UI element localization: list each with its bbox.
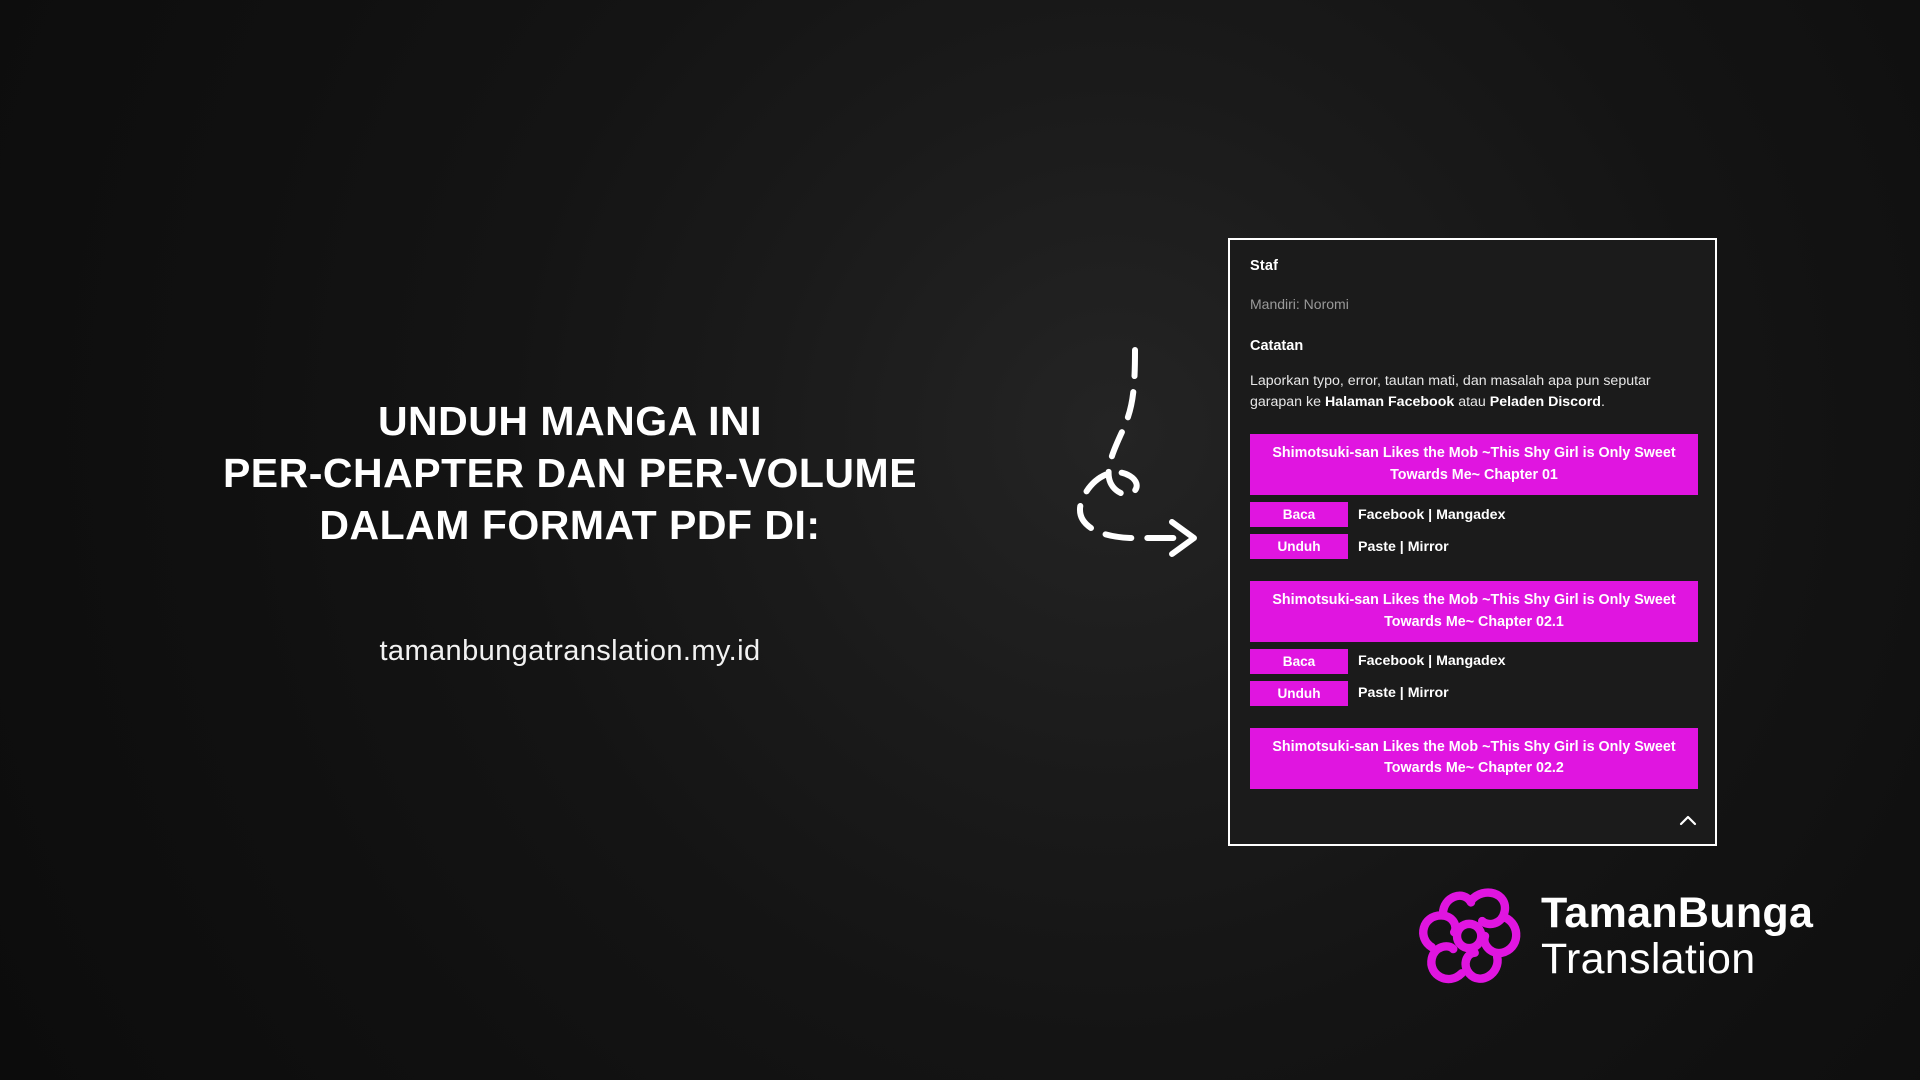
chapter-read-row bbox=[1250, 649, 1695, 674]
brand-line-1: TamanBunga bbox=[1541, 888, 1814, 937]
read-links[interactable]: Facebook | Mangadex bbox=[1358, 653, 1506, 670]
download-links[interactable]: Paste | Mirror bbox=[1358, 685, 1449, 702]
chapter-title[interactable]: Shimotsuki-san Likes the Mob ~This Shy Girl is Only Sweet Towards Me~ Chapter 02.1 bbox=[1250, 581, 1698, 642]
site-panel bbox=[1228, 238, 1717, 846]
headline-line-1: UNDUH MANGA INI bbox=[377, 398, 763, 444]
read-button[interactable]: Baca bbox=[1250, 649, 1348, 674]
download-links[interactable]: Paste | Mirror bbox=[1358, 538, 1449, 555]
note-heading: Catatan bbox=[1250, 338, 1304, 354]
download-button[interactable]: Unduh bbox=[1250, 681, 1348, 706]
chapter-read-row bbox=[1250, 502, 1695, 527]
chapter-title[interactable]: Shimotsuki-san Likes the Mob ~This Shy Girl is Only Sweet Towards Me~ Chapter 02.2 bbox=[1250, 728, 1698, 789]
chapter-block bbox=[1250, 581, 1695, 706]
download-button[interactable]: Unduh bbox=[1250, 534, 1348, 559]
note-body bbox=[1250, 371, 1695, 412]
headline-line-2: PER-CHAPTER DAN PER-VOLUME bbox=[222, 450, 918, 497]
chapter-block bbox=[1250, 728, 1695, 789]
staff-heading: Staf bbox=[1250, 258, 1279, 274]
chevron-up-icon[interactable] bbox=[1675, 808, 1701, 834]
staff-line: Mandiri: Noromi bbox=[1250, 296, 1349, 312]
curved-arrow-icon bbox=[1060, 340, 1220, 610]
site-url: tamanbungatranslation.my.id bbox=[379, 635, 761, 667]
brand-logo bbox=[1415, 880, 1813, 992]
note-body-prefix: Laporkan typo, error, tautan mati, dan masalah apa pun seputar garapan ke bbox=[1250, 373, 1651, 410]
read-button[interactable]: Baca bbox=[1250, 502, 1348, 527]
note-body-middle: atau bbox=[1454, 393, 1490, 410]
read-links[interactable]: Facebook | Mangadex bbox=[1358, 506, 1506, 523]
headline-line-3: DALAM FORMAT PDF DI: bbox=[319, 502, 821, 549]
flower-icon bbox=[1415, 880, 1527, 992]
note-link-discord[interactable]: Peladen Discord bbox=[1489, 393, 1601, 410]
chapter-download-row bbox=[1250, 681, 1695, 706]
chapter-block bbox=[1250, 434, 1695, 559]
brand-text bbox=[1541, 890, 1813, 983]
page-title bbox=[140, 395, 1000, 551]
note-link-facebook[interactable]: Halaman Facebook bbox=[1324, 393, 1455, 410]
chapter-title[interactable]: Shimotsuki-san Likes the Mob ~This Shy Girl is Only Sweet Towards Me~ Chapter 01 bbox=[1250, 434, 1698, 495]
note-body-suffix: . bbox=[1600, 393, 1605, 410]
chapter-download-row bbox=[1250, 534, 1695, 559]
brand-line-2: Translation bbox=[1541, 935, 1756, 983]
